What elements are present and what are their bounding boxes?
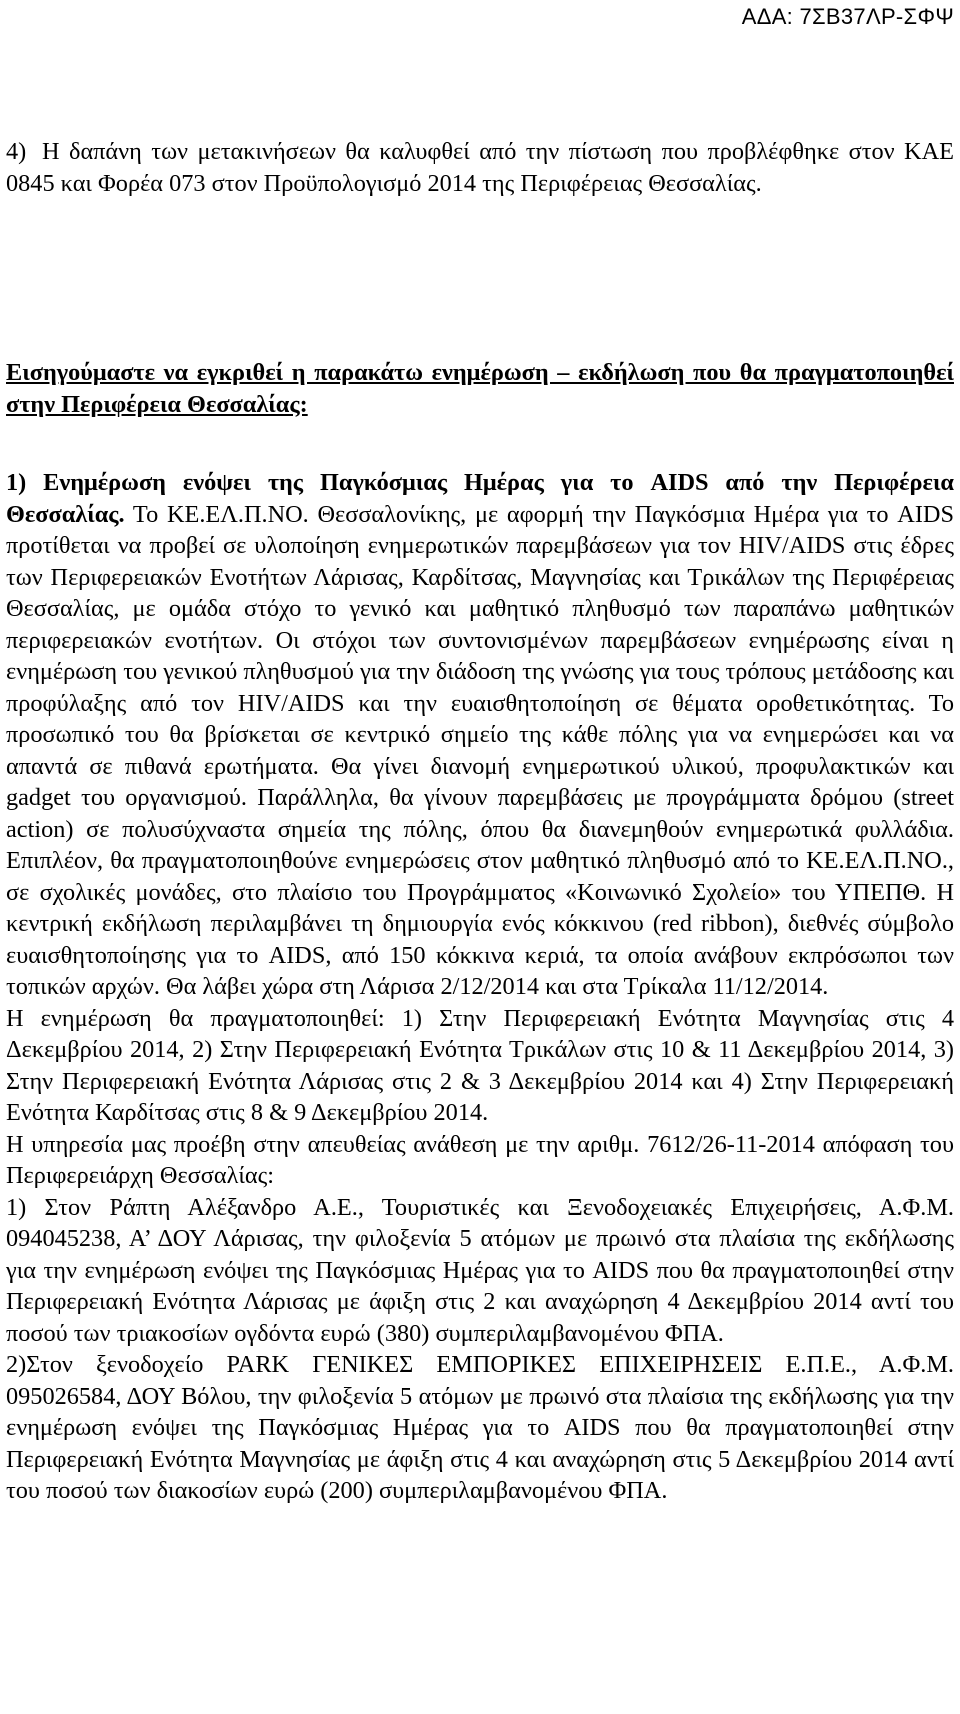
item-4-text: Η δαπάνη των μετακινήσεων θα καλυφθεί από την πίστωση που προβλέφθηκε στον ΚΑΕ 0845 και Φορέα 073 στον Προϋπολογισμό 2014 της Περιφέρειας Θεσσαλίας. [6,138,954,197]
event-paragraph-3: Η υπηρεσία μας προέβη στην απευθείας ανάθεση με την αριθμ. 7612/26-11-2014 απόφαση του Περιφερειάρχη Θεσσαλίας: [6,1130,954,1189]
event-paragraph-2: Η ενημέρωση θα πραγματοποιηθεί: 1) Στην Περιφερειακή Ενότητα Μαγνησίας στις 4 Δεκεμβρίου 2014, 2) Στην Περιφερειακή Ενότητα Τρικάλων στις 10 & 11 Δεκεμβρίου 2014, 3) Στην Περιφερειακή Ενότητα Λάρισας στις 2 & 3 Δεκεμβρίου 2014 και 4) Στην Περιφερειακή Ενότητα Καρδίτσας στις 8 & 9 Δεκεμβρίου 2014. [6,1004,954,1126]
event-section [6,467,954,1507]
event-paragraph-1 [6,467,954,1003]
item-4-paragraph [6,136,954,199]
ada-document-code: ΑΔΑ: 7ΣΒ37ΛΡ-ΣΦΨ [741,4,954,29]
proposal-heading: Εισηγούμαστε να εγκριθεί η παρακάτω ενημέρωση – εκδήλωση που θα πραγματοποιηθεί στην Περιφέρεια Θεσσαλίας: [6,359,954,418]
award-paragraph-2: 2)Στον ξενοδοχείο PARK ΓΕΝΙΚΕΣ ΕΜΠΟΡΙΚΕΣ ΕΠΙΧΕΙΡΗΣΕΙΣ Ε.Π.Ε., Α.Φ.Μ. 095026584, ΔΟΥ Βόλου, την φιλοξενία 5 ατόμων με πρωινό στα πλαίσια της εκδήλωσης για την ενημέρωση ενόψει της Παγκόσμιας Ημέρας για το AIDS που θα πραγματοποιηθεί στην Περιφερειακή Ενότητα Μαγνησίας με άφιξη στις 4 και αναχώρηση στις 5 Δεκεμβρίου 2014 αντί του ποσού των διακοσίων ευρώ (200) συμπεριλαμβανομένου ΦΠΑ. [6,1351,954,1504]
event-body-1: Το ΚΕ.ΕΛ.Π.ΝΟ. Θεσσαλονίκης, με αφορμή την Παγκόσμια Ημέρα για το AIDS προτίθεται να προβεί σε υλοποίηση ενημερωτικών παρεμβάσεων για τον HIV/AIDS στις έδρες των Περιφερειακών Ενοτήτων Λάρισας, Καρδίτσας, Μαγνησίας και Τρικάλων της Περιφέρειας Θεσσαλίας, με ομάδα στόχο το γενικό και μαθητικό πληθυσμό των παραπάνω μαθητικών περιφερειακών ενοτήτων. Οι στόχοι των συντονισμένων παρεμβάσεων ενημέρωσης είναι η ενημέρωση του γενικού πληθυσμού για την διάδοση της γνώσης για τους τρόπους μετάδοσης και προφύλαξης από τον HIV/AIDS και την ευαισθητοποίηση σε θέματα οροθετικότητας. Το προσωπικό του θα βρίσκεται σε κεντρικό σημείο της κάθε πόλης για να ενημερώσει και να απαντά σε πιθανά ερωτήματα. Θα γίνει διανομή ενημερωτικού υλικού, προφυλακτικών και gadget του οργανισμού. Παράλληλα, θα γίνουν παρεμβάσεις με προγράμματα δρόμου (street action) σε πολυσύχναστα σημεία της πόλης, όπου θα διανεμηθούν ενημερωτικά φυλλάδια. Επιπλέον, θα πραγματοποιηθούνε ενημερώσεις στον μαθητικό πληθυσμό από το ΚΕ.ΕΛ.Π.ΝΟ., σε σχολικές μονάδες, στο πλαίσιο του Προγράμματος «Κοινωνικό Σχολείο» του ΥΠΕΠΘ. Η κεντρική εκδήλωση περιλαμβάνει τη δημιουργία ενός κόκκινου (red ribbon), διεθνές σύμβολο ευαισθητοποίησης για το AIDS, από 150 κόκκινα κεριά, τα οποία ανάβουν εκπρόσωποι των τοπικών αρχών. Θα λάβει χώρα στη Λάρισα 2/12/2014 και στα Τρίκαλα 11/12/2014. [6,500,954,1000]
event-title: 1) Ενημέρωση ενόψει της Παγκόσμιας Ημέρας για το AIDS από την Περιφέρεια Θεσσαλίας. [6,469,954,528]
item-4-number: 4) [6,138,27,165]
award-paragraph-1: 1) Στον Ράπτη Αλέξανδρο Α.Ε., Τουριστικές και Ξενοδοχειακές Επιχειρήσεις, Α.Φ.Μ. 094045238, Α’ ΔΟΥ Λάρισας, την φιλοξενία 5 ατόμων με πρωινό στα πλαίσια της εκδήλωσης για την ενημέρωση ενόψει της Παγκόσμιας Ημέρας για το AIDS που θα πραγματοποιηθεί στην Περιφερειακή Ενότητα Λάρισας με άφιξη στις 2 και αναχώρηση 4 Δεκεμβρίου 2014 αντί του ποσού των τριακοσίων ογδόντα ευρώ (380) συμπεριλαμβανομένου ΦΠΑ. [6,1193,954,1347]
